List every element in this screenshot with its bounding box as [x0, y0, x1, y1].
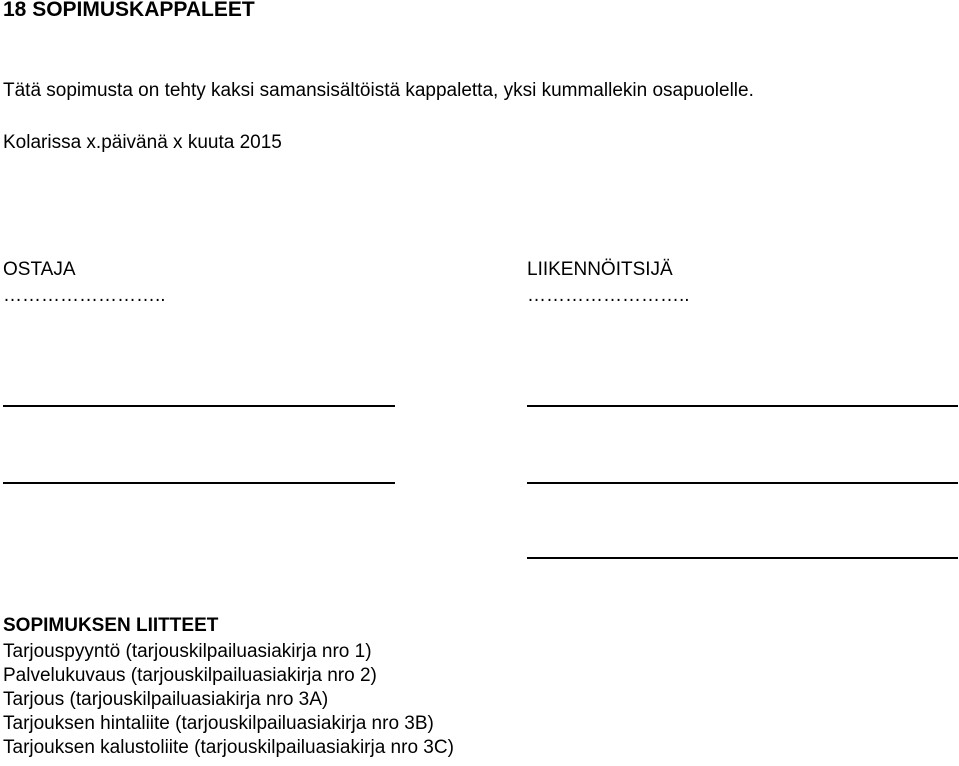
attachment-item: Tarjouspyyntö (tarjouskilpailuasiakirja nro 1)	[3, 641, 372, 662]
buyer-signature-line-2	[3, 482, 395, 484]
attachment-item: Palvelukuvaus (tarjouskilpailuasiakirja nro 2)	[3, 665, 377, 686]
attachment-item: Tarjouksen hintaliite (tarjouskilpailuasiakirja nro 3B)	[3, 713, 434, 734]
buyer-dotted-line: ……………………..	[3, 285, 166, 306]
attachment-item: Tarjous (tarjouskilpailuasiakirja nro 3A)	[3, 689, 329, 710]
attachment-item: Tarjouksen kalustoliite (tarjouskilpailuasiakirja nro 3C)	[3, 737, 454, 758]
attachments-heading: SOPIMUKSEN LIITTEET	[3, 615, 219, 636]
operator-signature-line-2	[527, 482, 958, 484]
copies-paragraph: Tätä sopimusta on tehty kaksi samansisältöistä kappaletta, yksi kummallekin osapuolelle.	[3, 80, 754, 101]
place-date-line: Kolarissa x.päivänä x kuuta 2015	[3, 132, 282, 153]
section-heading: 18 SOPIMUSKAPPALEET	[3, 0, 255, 21]
attachments-list	[3, 640, 454, 760]
buyer-label: OSTAJA	[3, 259, 76, 280]
operator-signature-line-1	[527, 405, 958, 407]
operator-dotted-line: ……………………..	[527, 285, 690, 306]
buyer-signature-line-1	[3, 405, 395, 407]
operator-signature-line-3	[527, 557, 958, 559]
operator-label: LIIKENNÖITSIJÄ	[527, 259, 673, 280]
